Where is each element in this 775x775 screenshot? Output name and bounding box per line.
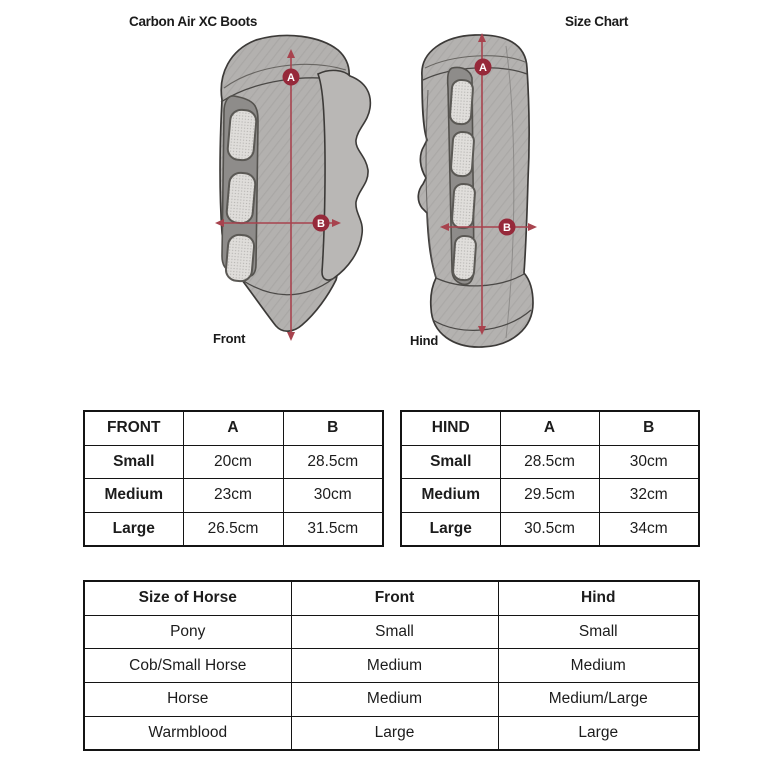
size-label: Large — [401, 512, 500, 546]
front-boot-label: Front — [213, 331, 246, 346]
horse-size-header: Size of Horse — [84, 581, 291, 615]
hind-size: Medium/Large — [498, 683, 699, 717]
table-row — [84, 649, 699, 683]
hind-size: Large — [498, 716, 699, 750]
horse-type: Horse — [84, 683, 291, 717]
table-row — [84, 445, 383, 479]
horse-type: Warmblood — [84, 716, 291, 750]
col-a-header: A — [183, 411, 283, 445]
hind-boot-label: Hind — [410, 333, 439, 348]
col-a-header: A — [500, 411, 599, 445]
col-b-header: B — [599, 411, 699, 445]
front-size: Small — [291, 615, 498, 649]
front-size: Large — [291, 716, 498, 750]
front-marker-a-label: A — [287, 72, 295, 84]
measurement-a: 29.5cm — [500, 479, 599, 513]
hind-table-header: HIND — [401, 411, 500, 445]
front-marker-b-label: B — [317, 218, 325, 230]
size-label: Medium — [401, 479, 500, 513]
measurement-b: 31.5cm — [283, 512, 383, 546]
product-title: Carbon Air XC Boots — [129, 14, 258, 29]
hind-size: Medium — [498, 649, 699, 683]
table-row — [401, 512, 699, 546]
hind-marker-b-label: B — [503, 222, 511, 234]
horse-type: Cob/Small Horse — [84, 649, 291, 683]
hind-marker-a — [475, 59, 492, 76]
measurement-b: 30cm — [599, 445, 699, 479]
horse-type: Pony — [84, 615, 291, 649]
hind-size: Small — [498, 615, 699, 649]
front-marker-b — [313, 215, 330, 232]
hind-boot-illustration — [400, 28, 550, 358]
measurement-a: 26.5cm — [183, 512, 283, 546]
front-marker-a — [283, 69, 300, 86]
measurement-b: 28.5cm — [283, 445, 383, 479]
hind-marker-a-label: A — [479, 62, 487, 74]
front-vents — [225, 109, 257, 282]
front-col-header: Front — [291, 581, 498, 615]
col-b-header: B — [283, 411, 383, 445]
front-size-table — [83, 410, 384, 547]
measurement-b: 34cm — [599, 512, 699, 546]
front-size: Medium — [291, 649, 498, 683]
table-header-row — [401, 411, 699, 445]
measurement-b: 30cm — [283, 479, 383, 513]
size-chart-title: Size Chart — [565, 14, 629, 29]
front-strap-panel — [318, 70, 370, 280]
size-label: Medium — [84, 479, 183, 513]
table-row — [84, 512, 383, 546]
hind-col-header: Hind — [498, 581, 699, 615]
size-label: Small — [84, 445, 183, 479]
measurement-a: 20cm — [183, 445, 283, 479]
hind-marker-b — [499, 219, 516, 236]
horse-size-table — [83, 580, 700, 751]
measurement-a: 23cm — [183, 479, 283, 513]
size-label: Large — [84, 512, 183, 546]
measurement-b: 32cm — [599, 479, 699, 513]
table-header-row — [84, 411, 383, 445]
table-row — [84, 615, 699, 649]
table-row — [84, 479, 383, 513]
front-table-header: FRONT — [84, 411, 183, 445]
front-size: Medium — [291, 683, 498, 717]
measurement-a: 30.5cm — [500, 512, 599, 546]
size-label: Small — [401, 445, 500, 479]
table-row — [401, 445, 699, 479]
hind-size-table — [400, 410, 700, 547]
measurement-a: 28.5cm — [500, 445, 599, 479]
table-row — [84, 683, 699, 717]
front-boot-illustration — [198, 28, 378, 348]
table-row — [84, 716, 699, 750]
table-row — [401, 479, 699, 513]
table-header-row — [84, 581, 699, 615]
